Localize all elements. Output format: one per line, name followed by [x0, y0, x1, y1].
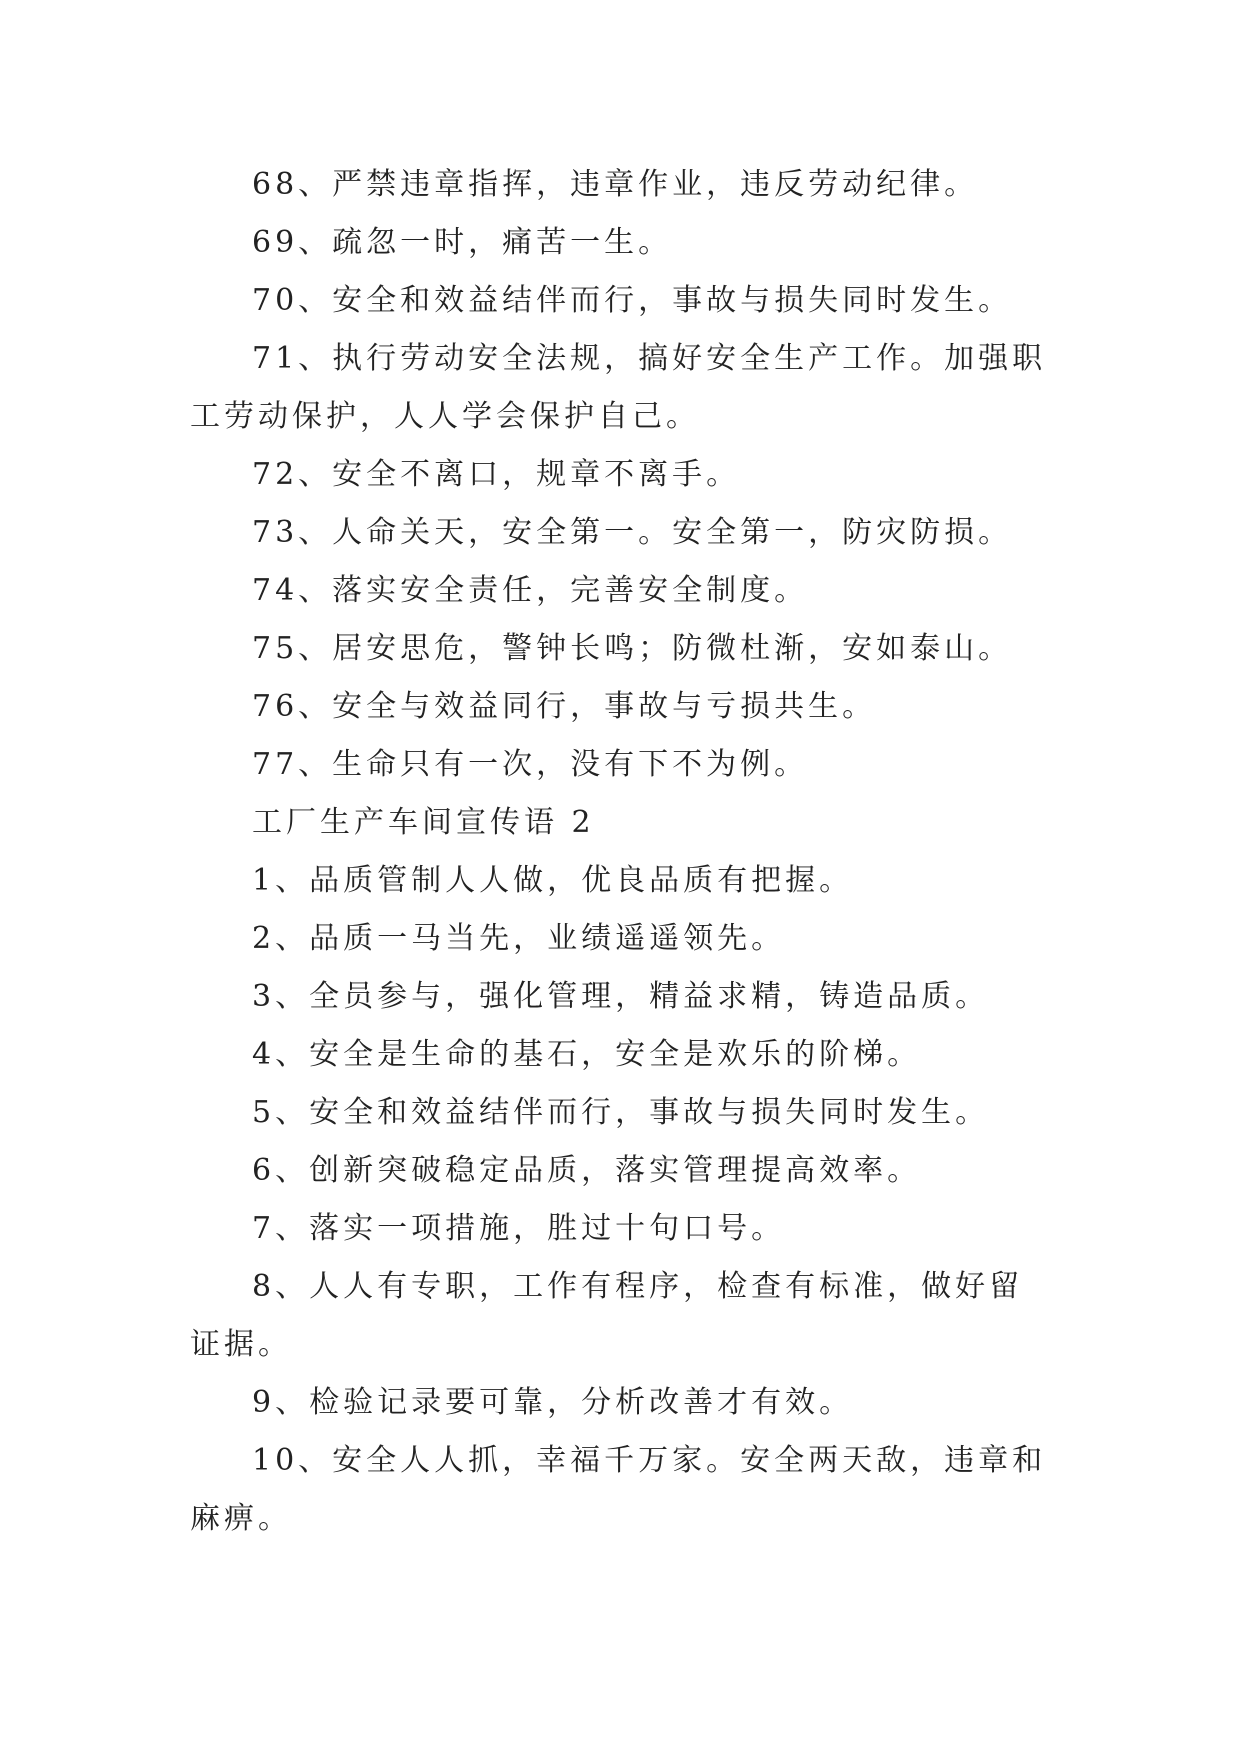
slogan-4: 4、安全是生命的基石，安全是欢乐的阶梯。: [252, 1037, 922, 1072]
document-body: [190, 156, 1050, 1548]
slogan-69: 69、疏忽一时，痛苦一生。: [252, 225, 673, 260]
slogan-6: 6、创新突破稳定品质，落实管理提高效率。: [252, 1153, 922, 1188]
slogan-3: 3、全员参与，强化管理，精益求精，铸造品质。: [252, 979, 990, 1014]
section-heading: 工厂生产车间宣传语 2: [252, 805, 595, 840]
slogan-71: 71、执行劳动安全法规，搞好安全生产工作。加强职工劳动保护，人人学会保护自己。: [190, 341, 1047, 434]
slogan-75: 75、居安思危，警钟长鸣；防微杜渐，安如泰山。: [252, 631, 1013, 666]
slogan-9: 9、检验记录要可靠，分析改善才有效。: [252, 1385, 854, 1420]
slogan-73: 73、人命关天，安全第一。安全第一，防灾防损。: [252, 515, 1013, 550]
slogan-7: 7、落实一项措施，胜过十句口号。: [252, 1211, 786, 1246]
slogan-1: 1、品质管制人人做，优良品质有把握。: [252, 863, 854, 898]
slogan-2: 2、品质一马当先，业绩遥遥领先。: [252, 921, 786, 956]
slogan-8: 8、人人有专职，工作有程序，检查有标准，做好留证据。: [190, 1269, 1024, 1362]
slogan-10: 10、安全人人抓，幸福千万家。安全两天敌，违章和麻痹。: [190, 1443, 1047, 1536]
slogan-77: 77、生命只有一次，没有下不为例。: [252, 747, 809, 782]
slogan-72: 72、安全不离口，规章不离手。: [252, 457, 741, 492]
slogan-76: 76、安全与效益同行，事故与亏损共生。: [252, 689, 877, 724]
slogan-68: 68、严禁违章指挥，违章作业，违反劳动纪律。: [252, 167, 979, 202]
slogan-70: 70、安全和效益结伴而行，事故与损失同时发生。: [252, 283, 1013, 318]
slogan-74: 74、落实安全责任，完善安全制度。: [252, 573, 809, 608]
slogan-5: 5、安全和效益结伴而行，事故与损失同时发生。: [252, 1095, 990, 1130]
